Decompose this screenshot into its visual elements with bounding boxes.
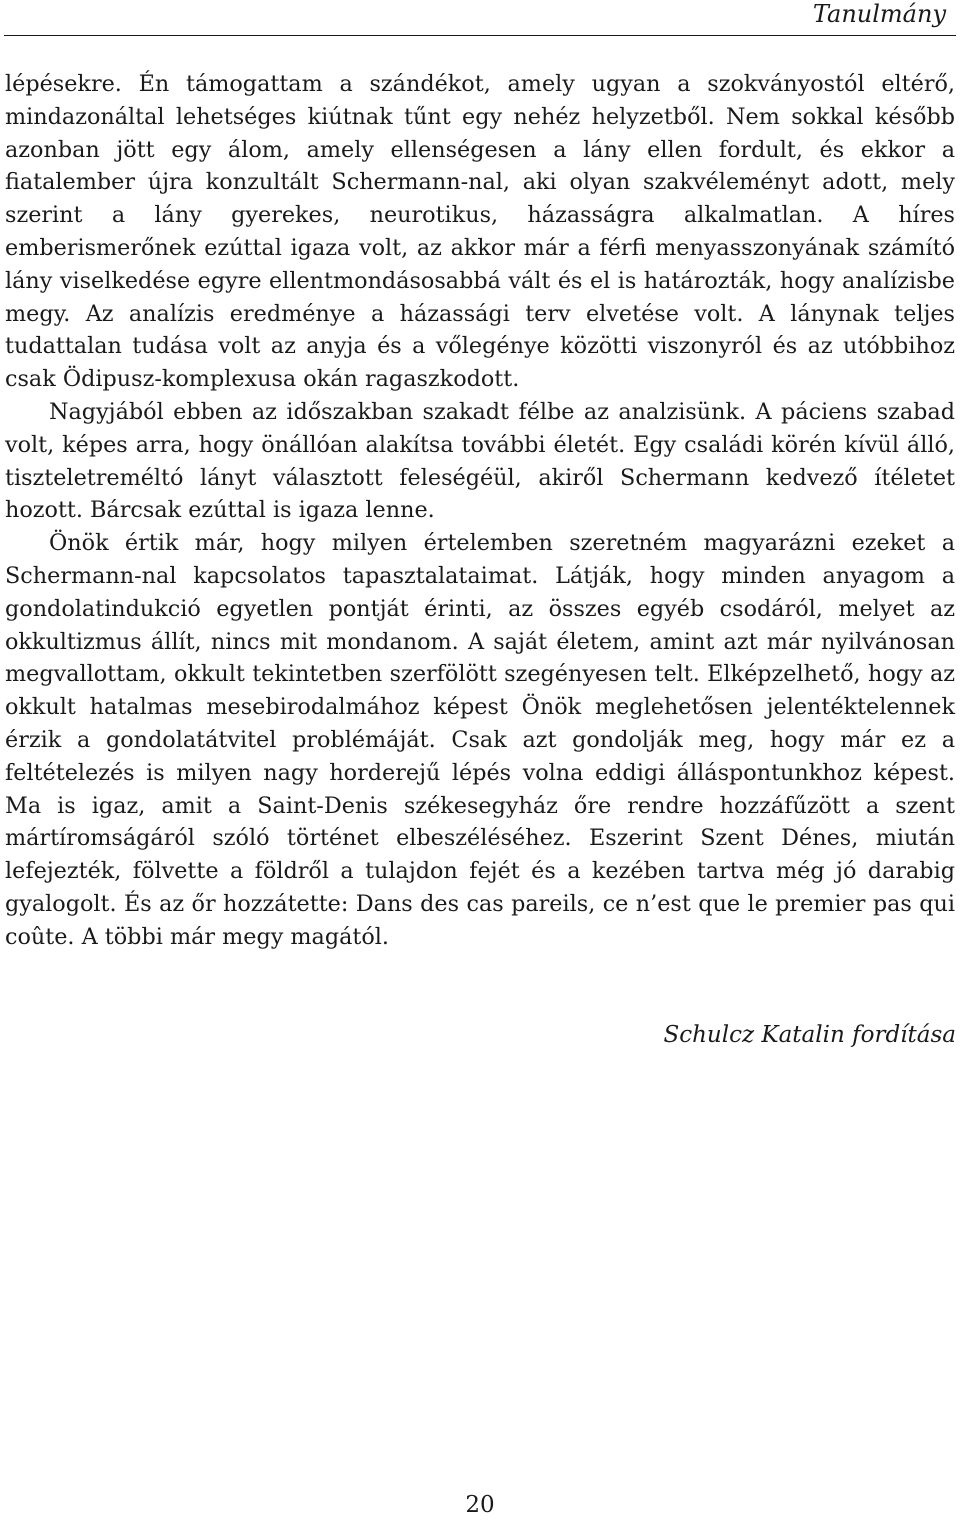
running-head: Tanulmány [812, 0, 946, 28]
page-number: 20 [465, 1492, 495, 1518]
paragraph-2: Nagyjából ebben az időszakban szakadt félbe az analzisünk. A páciens szabad volt, képes arra, hogy önállóan alakítsa további életét. Egy családi körén kívül álló, tiszteletreméltó lányt választott feleségéül, akiről Schermann kedvező ítéletet hozott. Bárcsak ezúttal is igaza lenne. [5, 398, 955, 524]
translator-credit: Schulcz Katalin fordítása [663, 1022, 956, 1048]
article-body [5, 68, 955, 954]
paragraph-1: lépésekre. Én támogattam a szándékot, amely ugyan a szokványostól eltérő, mindazonáltal lehetséges kiútnak tűnt egy nehéz helyzetből. Nem sokkal később azonban jött egy álom, amely ellenségesen a lány ellen fordult, és ekkor a fiatalember újra konzultált Schermann-nal, aki olyan szakvéleményt adott, mely szerint a lány gyerekes, neurotikus, házasságra alkalmatlan. A híres emberismerőnek ezúttal igaza volt, az akkor már a férfi menyasszonyának számító lány viselkedése egyre ellentmondásosabbá vált és el is határozták, hogy analízisbe megy. Az analízis eredménye a házassági terv elvetése volt. A lánynak teljes tudattalan tudása volt az anyja és a vőlegénye közötti viszonyról és az utóbbihoz csak Ödipusz-komplexusa okán ragaszkodott. [5, 71, 955, 393]
header-rule [4, 35, 956, 36]
paragraph-3: Önök értik már, hogy milyen értelemben szeretném magyarázni ezeket a Schermann-nal kapcsolatos tapasztalataimat. Látják, hogy minden anyagom a gondolatindukció egyetlen pontját érinti, az összes egyéb csodáról, melyet az okkultizmus állít, nincs mit mondanom. A saját életem, amint azt már nyilvánosan megvallottam, okkult tekintetben szerfölött szegényesen telt. Elképzelhető, hogy az okkult hatalmas mesebirodalmához képest Önök meglehetősen jelentéktelennek érzik a gondolatátvitel problémáját. Csak azt gondolják meg, hogy már ez a feltételezés is milyen nagy horderejű lépés volna eddigi álláspontunkhoz képest. Ma is igaz, amit a Saint-Denis székesegyház őre rendre hozzáfűzött a szent mártíromságáról szóló történet elbeszéléséhez. Eszerint Szent Dénes, miután lefejezték, fölvette a földről a tulajdon fejét és a kezében tartva még jó darabig gyalogolt. És az őr hozzátette: Dans des cas pareils, ce n’est que le premier pas qui coûte. A többi már megy magától. [5, 530, 955, 950]
